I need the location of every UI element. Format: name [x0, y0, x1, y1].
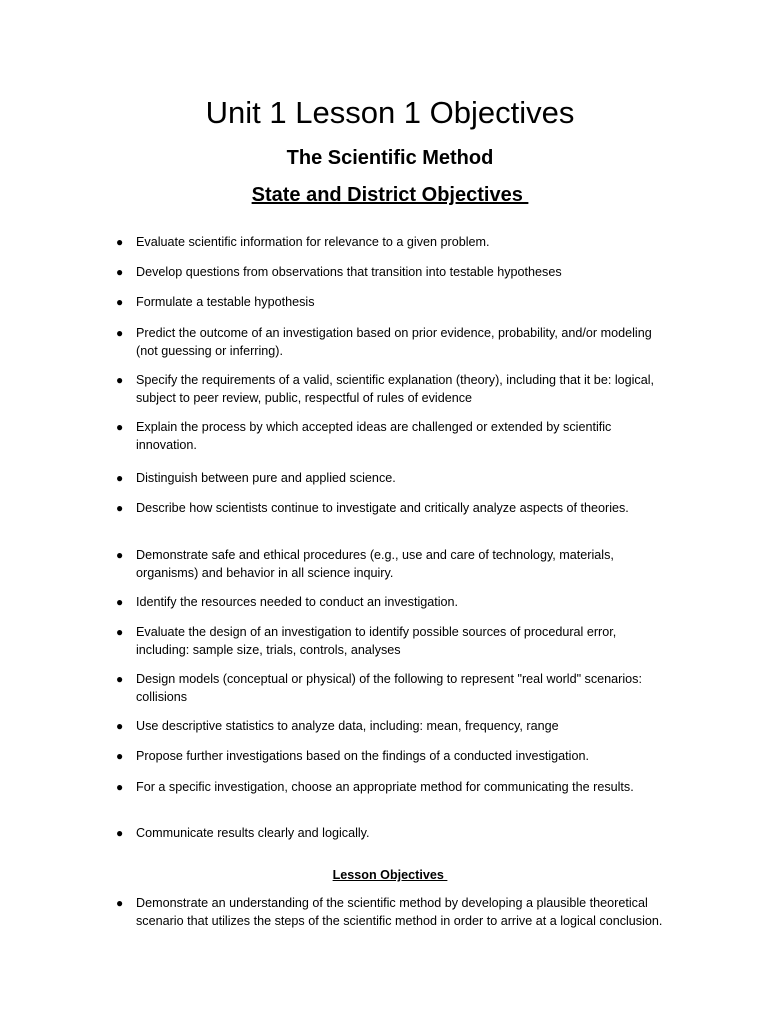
objective-text: Propose further investigations based on the findings of a conducted investigation. [136, 749, 589, 763]
objective-text: Identify the resources needed to conduct an investigation. [136, 595, 459, 609]
objective-text: Evaluate the design of an investigation to identify possible sources of procedural error, including: sample size, trials, controls, analyses [136, 625, 617, 657]
list-item [116, 624, 666, 659]
objective-text: Formulate a testable hypothesis [136, 295, 315, 309]
bullet-icon: ● [116, 326, 124, 340]
list-item [116, 718, 666, 736]
bullet-icon: ● [116, 749, 124, 763]
objective-text: Use descriptive statistics to analyze data, including: mean, frequency, range [136, 719, 559, 733]
objective-text: Evaluate scientific information for relevance to a given problem. [136, 235, 490, 249]
list-item [116, 470, 666, 488]
list-item [116, 748, 666, 766]
bullet-icon: ● [116, 420, 124, 434]
lesson-objectives-heading: Lesson Objectives [332, 868, 448, 882]
list-item [116, 294, 666, 312]
bullet-icon: ● [116, 672, 124, 686]
bullet-icon: ● [116, 295, 124, 309]
objective-text: Demonstrate safe and ethical procedures (e.g., use and care of technology, materials, organisms) and behavior in all science inquiry. [136, 548, 614, 580]
list-item [116, 594, 666, 612]
objective-text: Develop questions from observations that transition into testable hypotheses [136, 265, 562, 279]
list-item [116, 895, 666, 930]
bullet-icon: ● [116, 826, 124, 840]
list-item [116, 234, 666, 252]
list-item [116, 500, 666, 518]
bullet-icon: ● [116, 719, 124, 733]
state-objectives-heading: State and District Objectives [251, 184, 529, 206]
document-title: Unit 1 Lesson 1 Objectives [205, 95, 575, 130]
objective-text: Distinguish between pure and applied science. [136, 471, 396, 485]
objective-text: Describe how scientists continue to investigate and critically analyze aspects of theories. [136, 501, 629, 515]
objective-text: For a specific investigation, choose an appropriate method for communicating the results. [136, 780, 634, 794]
objective-text: Demonstrate an understanding of the scientific method by developing a plausible theoretical scenario that utilizes the steps of the scientific method in order to arrive at a logical conclusion. [136, 896, 663, 928]
list-item [116, 264, 666, 282]
list-item [116, 325, 666, 360]
bullet-icon: ● [116, 896, 124, 910]
bullet-icon: ● [116, 373, 124, 387]
bullet-icon: ● [116, 235, 124, 249]
bullet-icon: ● [116, 595, 124, 609]
objective-text: Predict the outcome of an investigation based on prior evidence, probability, and/or modeling (not guessing or inferring). [136, 326, 652, 358]
bullet-icon: ● [116, 471, 124, 485]
bullet-icon: ● [116, 501, 124, 515]
document-subtitle: The Scientific Method [286, 147, 494, 169]
list-item [116, 671, 666, 706]
objective-text: Design models (conceptual or physical) of the following to represent "real world" scenarios: collisions [136, 672, 642, 704]
objective-text: Communicate results clearly and logically. [136, 826, 370, 840]
list-item [116, 372, 666, 407]
list-item [116, 419, 666, 454]
list-item [116, 779, 666, 797]
bullet-icon: ● [116, 265, 124, 279]
objective-text: Specify the requirements of a valid, scientific explanation (theory), including that it be: logical, subject to peer review, public, respectful of rules of evidence [136, 373, 655, 405]
bullet-icon: ● [116, 625, 124, 639]
objective-text: Explain the process by which accepted ideas are challenged or extended by scientific innovation. [136, 420, 612, 452]
list-item [116, 825, 666, 843]
bullet-icon: ● [116, 780, 124, 794]
list-item [116, 547, 666, 582]
bullet-icon: ● [116, 548, 124, 562]
